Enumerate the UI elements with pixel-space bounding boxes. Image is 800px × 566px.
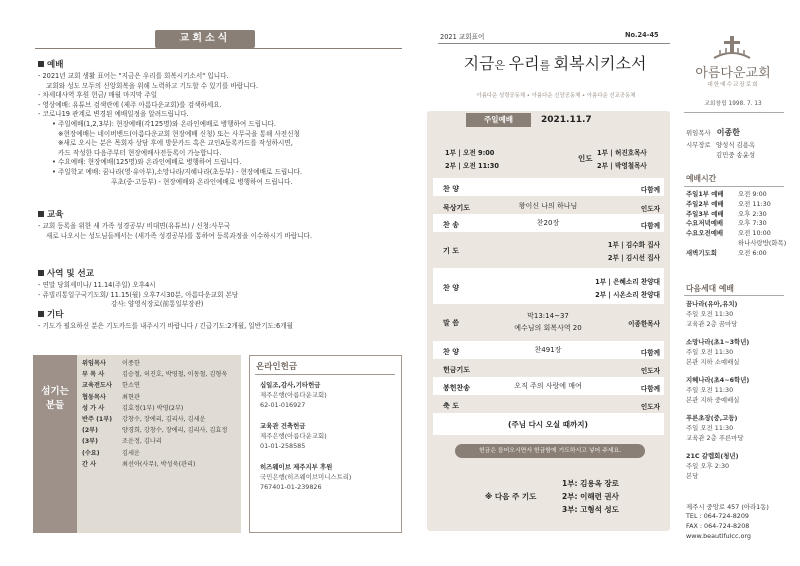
next-gen-time: 주일 오전 11:30 (686, 424, 734, 432)
staff-names: 강창수, 장에리, 김리사, 김세운 (122, 416, 206, 424)
order-prayer-label: 기 도 (443, 247, 459, 255)
worship-time-value: 오후 2:30 (738, 209, 767, 218)
news-section-heading (38, 58, 398, 70)
news-line: • 수요예배: 현장예배(125명)와 온라인예배로 병행하여 드립니다. (52, 158, 242, 167)
staff-list (82, 358, 242, 470)
staff-role: 교육전도사 (82, 382, 112, 390)
order-sermon-title: 예수님의 회복사역 20 (514, 324, 582, 332)
next-gen-name: 소망나라(초1~3학년) (686, 338, 750, 346)
worship-time-value: 오전 6:00 (738, 248, 767, 257)
account-purpose: 십일조,감사,기타헌금 (260, 381, 321, 389)
news-line: - 연말 당회세미나/ 11.14(주일) 오후4시 (38, 281, 156, 289)
order-hymnal-label: 찬 송 (443, 221, 459, 229)
website-link[interactable]: www.beautifulcc.org (686, 532, 751, 540)
fax: FAX : 064-724-8208 (686, 522, 750, 530)
order-offertory-label: 봉헌찬송 (443, 384, 471, 392)
news-line: • 주일학교 예배: 꿈나라(영·유아부),소망나라/지혜나라(초등부) - 현장예배로 드립니다. (52, 167, 303, 176)
church-logo-icon (712, 34, 752, 60)
staff-role: (수요) (82, 449, 100, 457)
order-hymnal-number: 찬20장 (536, 219, 560, 227)
order-offertory-who: 다함께 (640, 385, 660, 393)
account-bank: 제주은행(아름다운교회) (260, 432, 327, 440)
offering-notice: 헌금은 들어오시면서 헌금함에 기도하시고 넣어 주세요. (455, 444, 645, 458)
staff-role: 위임목사 (82, 360, 106, 367)
news-line: - 코로나19 관계로 변경된 예배일정을 알려드립니다. (38, 110, 189, 119)
order-choir-label: 찬 양 (443, 284, 459, 292)
order-benediction-who: 인도자 (640, 403, 660, 411)
order-hymnal-who: 다함께 (640, 222, 660, 230)
online-offering-account (260, 380, 400, 410)
next-gen-group (686, 413, 744, 443)
next-week-prayer-label: ※ 다음 주 기도 (485, 492, 537, 501)
news-line: - 영상예배: 유튜브 검색란에 (제주 아름다운교회)를 검색하세요. (38, 100, 222, 109)
leader-1: 1부 | 허진호목사 (597, 149, 647, 157)
church-name: 아름다운교회 (695, 66, 771, 81)
worship-time-row (686, 249, 767, 258)
next-gen-name: 꿈나라(유아,유치) (686, 300, 738, 308)
next-prayer-1: 1부: 김용옥 장로 (562, 479, 619, 488)
worship-time-name: 주일1부 예배 (686, 190, 724, 198)
next-gen-name: 21C 갈렙회(청년) (686, 452, 739, 460)
sunday-worship-tab: 주일예배 (466, 113, 531, 127)
next-gen-place: 본관 지하 중예배실 (686, 396, 740, 404)
worship-time-name: 주일3부 예배 (686, 209, 724, 218)
next-gen-group (686, 337, 749, 367)
order-meditation-song: 왕이신 나의 하나님 (518, 202, 578, 210)
motto-part1s: 은 (494, 59, 509, 72)
motto-part2: 우리 (508, 54, 540, 73)
news-section-heading (38, 308, 398, 320)
staff-names: 양경희, 강창수, 장에리, 김리사, 김효정 (122, 427, 228, 435)
staff-role: (3부) (82, 438, 98, 446)
next-gen-place: 본당 (686, 472, 699, 480)
next-gen-place: 본관 지하 소예배실 (686, 358, 740, 366)
bullet-square-icon (38, 61, 44, 67)
worship-time-row (686, 200, 771, 209)
order-hymn2-number: 찬491장 (534, 346, 562, 354)
account-number: 62-01-016927 (260, 401, 306, 409)
worship-time-row (686, 190, 767, 199)
news-line: - 차세대사역 후원 헌금/ 매월 마지막 주일 (38, 91, 158, 100)
news-line: ※새로 오시는 분은 목회자 상담 후에 방문카드 혹은 교인A등록카드를 작성하시면, (58, 139, 293, 148)
order-choir-1: 1부 | 은혜소리 찬양대 (595, 278, 660, 286)
order-sermon-preacher: 이종한목사 (628, 320, 660, 328)
order-offering-prayer-who: 인도자 (640, 367, 660, 375)
news-line: - 쥬빌리통일구국기도회/ 11.15(월) 오후7시30분, 아름다운교회 본당 (38, 290, 239, 299)
order-meditation-who: 인도자 (640, 205, 660, 213)
staff-row (82, 369, 242, 380)
order-prayer-2: 2부 | 김시선 집사 (607, 254, 660, 262)
news-section (38, 308, 398, 332)
worship-time-name: 새벽기도회 (686, 248, 717, 257)
elders-label: 시무장로 (686, 141, 711, 149)
senior-pastor-name: 이종한 (716, 128, 740, 137)
next-gen-group (686, 451, 739, 481)
worship-time-row (686, 210, 767, 219)
news-section-heading (38, 267, 398, 279)
order-choir-2: 2부 | 시온소리 찬양대 (595, 291, 660, 299)
elders-line2: 김민중 송윤성 (716, 151, 756, 159)
news-heading-text: 교육 (47, 210, 64, 220)
staff-title-line1: 섬기는 (41, 386, 69, 397)
worship-time-value: 하나사랑방(화목) (738, 239, 787, 247)
year-motto (440, 51, 670, 74)
staff-names: 최현관 (122, 393, 140, 401)
staff-row (82, 425, 242, 436)
bullet-square-icon (38, 311, 44, 317)
staff-row (82, 403, 242, 414)
staff-names: 이종한 (122, 360, 140, 367)
news-heading-text: 예배 (47, 60, 64, 70)
worship-time-row (686, 229, 771, 238)
news-section (38, 58, 398, 187)
news-section (38, 267, 398, 310)
account-purpose: 히즈웨이브 제주지부 후원 (260, 463, 333, 471)
next-gen-name: 푸른초장(중,고등) (686, 414, 738, 422)
order-meditation-label: 묵상기도 (443, 204, 471, 212)
order-sermon-label: 말 씀 (443, 319, 459, 327)
next-gen-heading: 다음세대 예배 (686, 284, 734, 293)
right-divider-3 (684, 295, 784, 296)
staff-row (82, 358, 242, 369)
account-number: 767401-01-239826 (260, 483, 322, 491)
bullet-square-icon (38, 270, 44, 276)
right-divider-1 (684, 112, 784, 113)
elders-line1: 양성식 김용옥 (716, 141, 756, 149)
address: 제주시 중앙로 457 (아라1동) (686, 503, 769, 511)
order-benediction-label: 축 도 (443, 402, 459, 410)
worship-time-name: 주일2부 예배 (686, 199, 724, 208)
next-gen-time: 주일 오후 2:30 (686, 462, 730, 470)
order-sermon-passage: 막13:14~37 (527, 312, 569, 320)
order-hymn2-label: 찬 양 (443, 348, 459, 356)
next-gen-time: 주일 오전 11:30 (686, 310, 734, 318)
news-heading-text: 사역 및 선교 (47, 269, 94, 279)
news-line: - 기도가 필요하신 분은 기도카드를 내주시기 바랍니다 / 긴급기도:2개월, 일반기도:6개월 (38, 322, 293, 330)
online-offering-account (260, 421, 400, 451)
staff-row (82, 414, 242, 425)
worship-time-value: 오전 9:00 (738, 190, 767, 198)
motto-part2s: 를 (539, 59, 554, 72)
next-gen-place: 교육관 2층 푸른마당 (686, 434, 744, 442)
order-offertory-song: 오직 주의 사랑에 매여 (514, 382, 582, 390)
order-offering-prayer-label: 헌금기도 (443, 366, 471, 374)
news-line: 강사: 양영식장로(前통일부장관) (111, 300, 204, 309)
next-gen-group (686, 375, 749, 405)
account-number: 01-01-258585 (260, 442, 306, 450)
staff-names: 최선아(사무), 박성욱(관리) (122, 460, 196, 468)
denomination: 대한예수교장로회 (707, 82, 759, 88)
staff-names: 조운정, 김나리 (122, 438, 162, 446)
right-divider-2 (684, 186, 784, 187)
motto-part3: 회복시키소서 (553, 54, 647, 73)
staff-row (82, 380, 242, 391)
motto-part1: 지금 (463, 54, 495, 73)
header-divider (35, 48, 402, 49)
senior-pastor-label: 위임목사 (686, 129, 711, 137)
account-bank: 제주은행(아름다운교회) (260, 391, 327, 399)
next-prayer-3: 3부: 고형석 성도 (562, 505, 619, 514)
worship-time-value: 오후 7:30 (738, 219, 767, 228)
staff-row (82, 392, 242, 403)
online-divider (255, 374, 395, 375)
staff-names: 김세운 (122, 449, 140, 457)
news-line: - 2021년 교회 생활 표어는 "지금은 우리를 회복시키소서" 입니다. (38, 72, 229, 80)
news-section (38, 208, 398, 241)
worship-time-row (686, 239, 786, 248)
news-line: - 교회 등록을 위한 새 가족 성경공부/ 비대면(유튜브) / 신청:사무국 (38, 222, 231, 230)
issue-number: No.24-45 (625, 31, 659, 39)
staff-role: 협동목사 (82, 393, 106, 401)
worship-time-value: 오전 11:30 (738, 199, 771, 208)
staff-title-line2: 분들 (45, 400, 65, 411)
news-line: 푸초(중·고등부) - 현장예배와 온라인예배로 병행하여 드립니다. (111, 177, 293, 186)
staff-role: 성 가 사 (82, 404, 105, 412)
staff-row (82, 436, 242, 447)
worship-time-row (686, 219, 767, 228)
staff-row (82, 448, 242, 459)
staff-role: 부 목 사 (82, 371, 105, 379)
news-line: • 주일예배(1,2,3부): 현장예배(각125명)와 온라인예배로 병행하여 드립니다. (52, 119, 276, 128)
staff-row (82, 459, 242, 470)
staff-role: 간 사 (82, 460, 97, 468)
leader-label: 인도 (578, 154, 593, 163)
online-offering-title: 온라인헌금 (256, 362, 298, 372)
year-motto-label: 2021 교회표어 (440, 33, 485, 41)
next-gen-time: 주일 오전 11:30 (686, 348, 734, 356)
staff-role: (2부) (82, 427, 98, 435)
account-purpose: 교육관 건축헌금 (260, 422, 306, 430)
service-time-1: 1부 | 오전 9:00 (445, 149, 495, 157)
staff-names: 김효정(1부) 박영(2부) (122, 404, 184, 412)
worship-date: 2021.11.7 (541, 115, 592, 125)
bullet-square-icon (38, 211, 44, 217)
staff-names: 김승철, 허진호, 박영철, 이동철, 김형욱 (122, 371, 228, 379)
worship-time-name: 수요저녁예배 (686, 219, 724, 228)
order-hymn-who: 다함께 (640, 186, 660, 194)
account-bank: 국민은행(히즈웨이브미니스트리) (260, 473, 352, 481)
staff-role: 반주 (1부) (82, 416, 113, 424)
church-news-header: 교회소식 (155, 30, 255, 48)
news-line: ※현장예배는 네이버밴드(아름다운교회 현장예배 신청) 또는 사무국을 통해 사전신청 (58, 129, 300, 138)
staff-names: 한소연 (122, 382, 140, 390)
online-offering-account (260, 462, 400, 492)
news-section-heading (38, 208, 398, 220)
order-prayer-1: 1부 | 김수화 집사 (607, 241, 660, 249)
worship-time-value: 오전 10:00 (738, 229, 771, 238)
news-line: 교회와 성도 모두의 신앙회복을 위해 노력하고 기도할 수 있기를 바랍니다. (46, 81, 259, 90)
worship-time-name: 수요오전예배 (686, 229, 724, 238)
motto-divider (438, 43, 670, 44)
news-line: 카드 작성한 다음주부터 현장예배사전등록이 가능합니다. (58, 148, 222, 157)
next-gen-group (686, 299, 737, 329)
service-time-2: 2부 | 오전 11:30 (445, 162, 499, 170)
news-line: 새로 나오시는 성도님들께서는 (새가족 성경공부)를 통하여 등록과정을 이수하시기 바랍니다. (46, 231, 313, 240)
motto-subtitle: 아름다운 성령공동체 • 아름다운 신앙공동체 • 아름다운 선교공동체 (476, 93, 636, 99)
staff-title (33, 355, 77, 533)
next-gen-time: 주일 오전 11:30 (686, 386, 734, 394)
founded-date: 교회창립 1998. 7. 13 (704, 101, 762, 107)
next-gen-name: 지혜나라(초4~6학년) (686, 376, 750, 384)
order-closing: (주님 다시 오실 때까지) (508, 420, 588, 429)
leader-2: 2부 | 박영철목사 (597, 162, 647, 170)
news-heading-text: 기타 (47, 310, 64, 320)
senior-pastor (686, 127, 740, 138)
order-hymn2-who: 다함께 (640, 349, 660, 357)
telephone: TEL : 064-724-8209 (686, 512, 749, 520)
next-gen-place: 교육관 2층 꿈마당 (686, 320, 738, 328)
next-prayer-2: 2부: 이해련 권사 (562, 492, 619, 501)
order-hymn-label: 찬 양 (443, 185, 459, 193)
worship-times-heading: 예배시간 (686, 174, 717, 183)
